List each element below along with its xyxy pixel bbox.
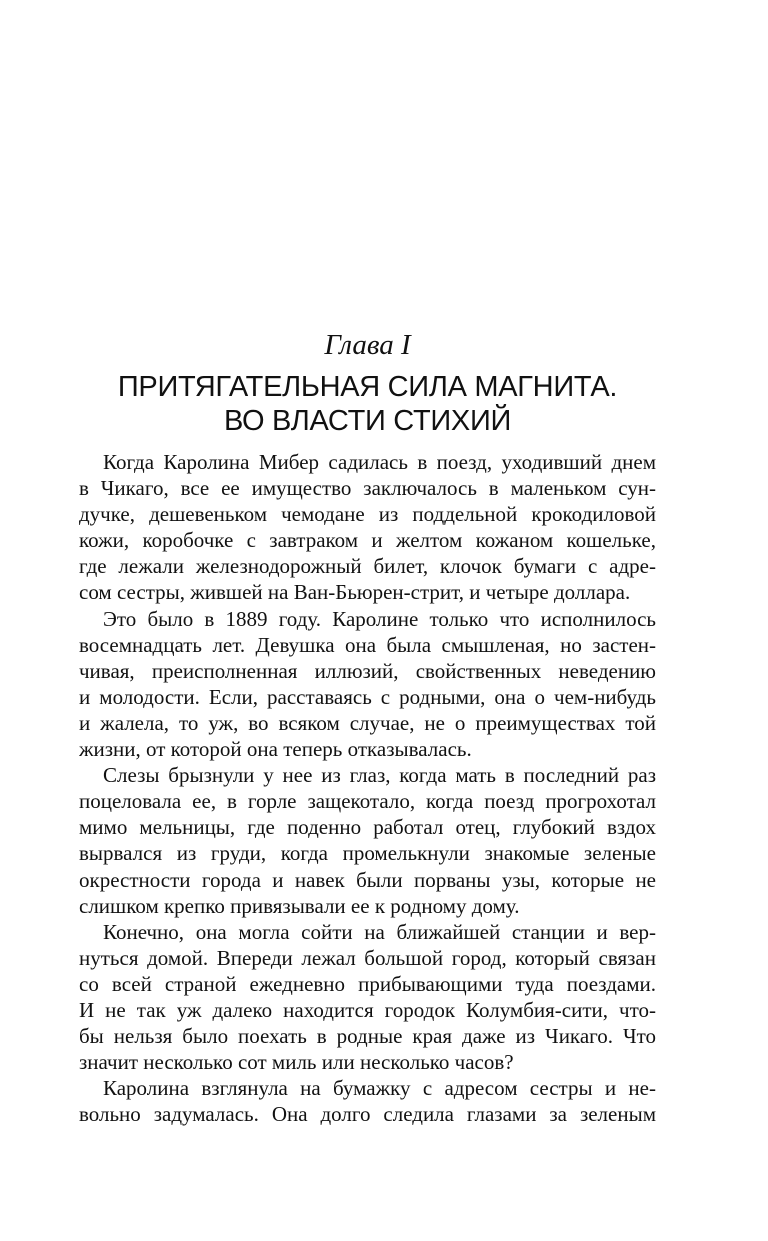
text-line: со всей страной ежедневно прибывающими туда поездами. bbox=[79, 971, 656, 996]
text-line: окрестности города и навек были порваны узы, которые не bbox=[79, 867, 656, 892]
text-line: поцеловала ее, в горле защекотало, когда поезд прогрохотал bbox=[79, 789, 656, 814]
text-line: и жалела, то уж, во всяком случае, не о преимуществах той bbox=[79, 710, 656, 735]
text-line: кожи, коробочке с завтраком и желтом кожаном кошельке, bbox=[79, 528, 656, 553]
text-line: Каролина взглянула на бумажку с адресом сестры и не- bbox=[103, 1076, 656, 1101]
paragraph bbox=[79, 1075, 656, 1127]
text-line: мимо мельницы, где поденно работал отец, глубокий вздох bbox=[79, 815, 656, 840]
text-line: вырвался из груди, когда промелькнули знакомые зеленые bbox=[79, 841, 656, 866]
text-line: восемнадцать лет. Девушка она была смышленая, но застен- bbox=[79, 632, 656, 657]
text-line: бы нельзя было поехать в родные края даже из Чикаго. Что bbox=[79, 1024, 656, 1049]
body-text bbox=[79, 449, 656, 1127]
text-line: Когда Каролина Мибер садилась в поезд, уходивший днем bbox=[103, 450, 656, 474]
text-line: дучке, дешевеньком чемодане из поддельной крокодиловой bbox=[79, 502, 656, 527]
text-line: значит несколько сот миль или несколько часов? bbox=[79, 1050, 514, 1075]
text-line: Слезы брызнули у нее из глаз, когда мать в последний раз bbox=[103, 763, 656, 788]
paragraph bbox=[79, 762, 656, 919]
text-line: в Чикаго, все ее имущество заключалось в маленьком сун- bbox=[79, 476, 656, 501]
text-line: чивая, преисполненная иллюзий, свойственных неведению bbox=[79, 658, 656, 683]
chapter-label: Глава I bbox=[324, 329, 411, 361]
text-line: И не так уж далеко находится городок Колумбия-сити, что- bbox=[79, 997, 656, 1022]
text-line: где лежали железнодорожный билет, клочок бумаги с адре- bbox=[79, 554, 656, 579]
chapter-title bbox=[79, 370, 656, 438]
text-line: нуться домой. Впереди лежал большой город, который связан bbox=[79, 945, 656, 970]
text-line: Конечно, она могла сойти на ближайшей станции и вер- bbox=[103, 919, 656, 944]
chapter-title-line: ВО ВЛАСТИ СТИХИЙ bbox=[223, 405, 512, 437]
text-line: сом сестры, жившей на Ван-Бьюрен-стрит, и четыре доллара. bbox=[79, 580, 631, 605]
book-page bbox=[79, 0, 656, 1241]
paragraph bbox=[79, 449, 656, 606]
text-line: вольно задумалась. Она долго следила глазами за зеленым bbox=[79, 1102, 656, 1127]
paragraph bbox=[79, 919, 656, 1076]
paragraph bbox=[79, 606, 656, 763]
text-line: и молодости. Если, расставаясь с родными, она о чем-нибудь bbox=[79, 684, 656, 709]
text-line: слишком крепко привязывали ее к родному дому. bbox=[79, 893, 520, 918]
chapter-title-line: ПРИТЯГАТЕЛЬНАЯ СИЛА МАГНИТА. bbox=[117, 371, 618, 403]
text-line: Это было в 1889 году. Каролине только что исполнилось bbox=[103, 606, 656, 631]
text-line: жизни, от которой она теперь отказывалась. bbox=[79, 737, 472, 762]
